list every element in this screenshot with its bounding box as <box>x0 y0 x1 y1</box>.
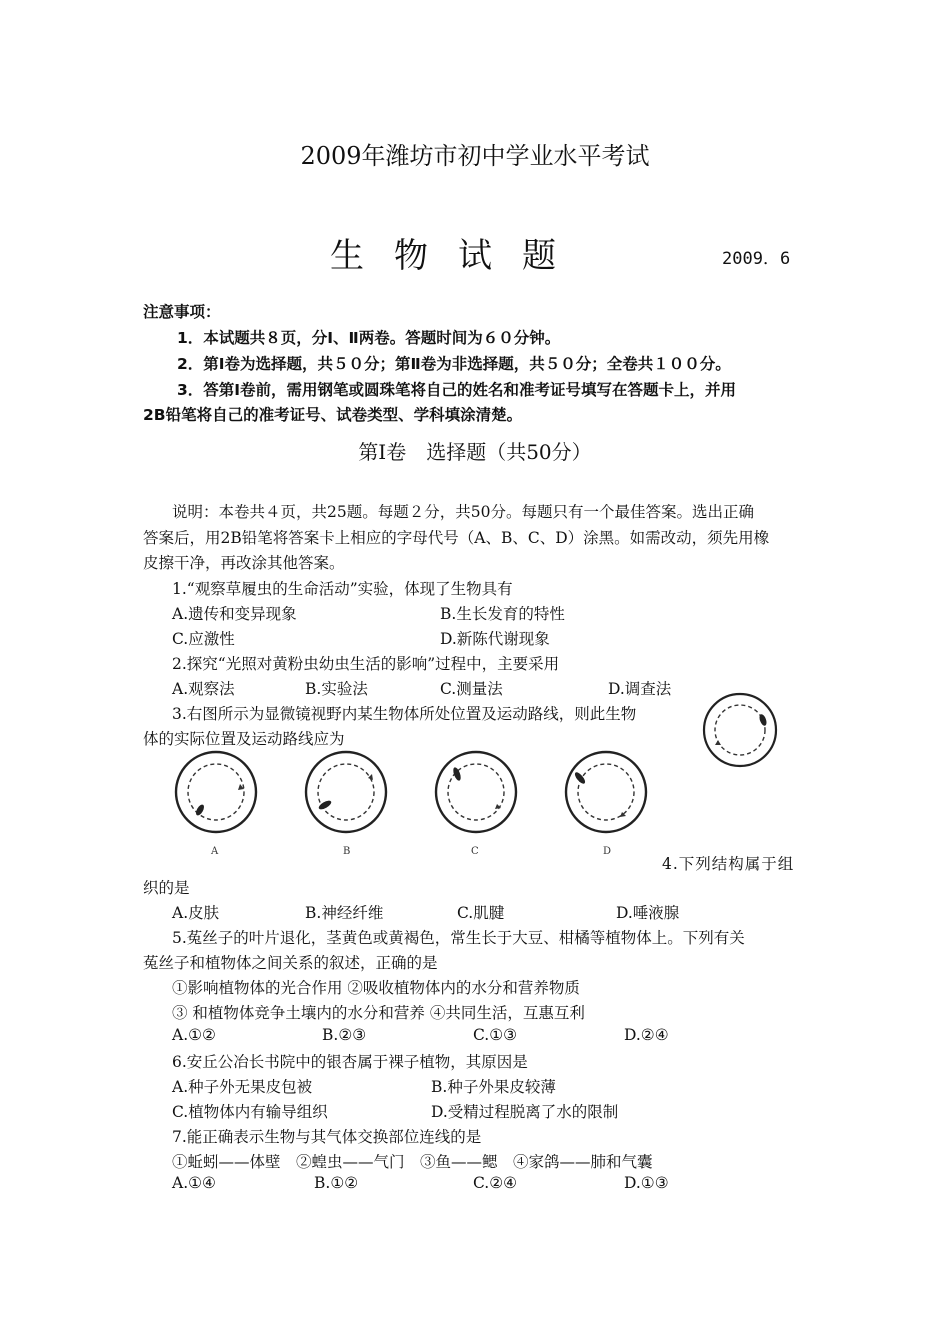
q2-option-a: A.观察法 <box>172 680 235 698</box>
exam-date: 2009．6 <box>722 249 791 269</box>
q1-option-c: C.应激性 <box>172 630 235 648</box>
q4-option-d: D.唾液腺 <box>616 904 680 922</box>
exam-title: 2009年潍坊市初中学业水平考试 <box>300 142 650 170</box>
q5-stem-line-2: 菟丝子和植物体之间关系的叙述，正确的是 <box>143 954 438 972</box>
note-item-3: 3．答第Ⅰ卷前，需用钢笔或圆珠笔将自己的姓名和准考证号填写在答题卡上，并用 <box>177 381 737 399</box>
q7-option-c: C.②④ <box>473 1174 518 1192</box>
q3-label-a: A <box>211 846 219 857</box>
q1-stem: 1.“观察草履虫的生命活动”实验，体现了生物具有 <box>172 580 513 598</box>
note-item-3-cont: 2B铅笔将自己的准考证号、试卷类型、学科填涂清楚。 <box>143 406 523 424</box>
instructions-line-2: 答案后，用2B铅笔将答案卡上相应的字母代号（A、B、C、D）涂黑。如需改动，须先用橡 <box>143 529 770 547</box>
q6-option-d: D.受精过程脱离了水的限制 <box>431 1103 619 1121</box>
q4-option-b: B.神经纤维 <box>305 904 384 922</box>
q3-diagram-d <box>566 752 646 832</box>
q3-diagram-b <box>306 752 386 832</box>
q3-label-c: C <box>471 846 479 857</box>
q2-stem: 2.探究“光照对黄粉虫幼虫生活的影响”过程中，主要采用 <box>172 655 560 673</box>
q7-statements: ①蚯蚓——体壁 ②蝗虫——气门 ③鱼——鳃 ④家鸽——肺和气囊 <box>172 1153 653 1171</box>
q4-option-c: C.肌腱 <box>457 904 505 922</box>
q3-stem-line-2: 体的实际位置及运动路线应为 <box>143 730 345 748</box>
q5-option-d: D.②④ <box>624 1026 669 1044</box>
note-item-2: 2．第Ⅰ卷为选择题，共５０分；第Ⅱ卷为非选择题，共５０分；全卷共１００分。 <box>177 355 731 373</box>
q7-option-a: A.①④ <box>172 1174 216 1192</box>
q4-option-a: A.皮肤 <box>172 904 220 922</box>
q2-option-d: D.调查法 <box>608 680 672 698</box>
note-item-1: 1．本试题共８页，分Ⅰ、Ⅱ两卷。答题时间为６０分钟。 <box>177 329 561 347</box>
q2-option-c: C.测量法 <box>440 680 503 698</box>
q7-option-b: B.①② <box>314 1174 359 1192</box>
subject-title: 生物试题 <box>330 236 586 276</box>
q3-option-diagrams <box>170 748 650 863</box>
q5-statements-line-2: ③ 和植物体竞争土壤内的水分和营养 ④共同生活，互惠互利 <box>172 1004 585 1022</box>
q3-reference-diagram <box>700 690 780 770</box>
q1-option-b: B.生长发育的特性 <box>440 605 565 623</box>
q3-diagram-a <box>176 752 256 832</box>
q6-option-c: C.植物体内有输导组织 <box>172 1103 328 1121</box>
q7-stem: 7.能正确表示生物与其气体交换部位连线的是 <box>172 1128 482 1146</box>
q2-option-b: B.实验法 <box>305 680 368 698</box>
q6-option-a: A.种子外无果皮包被 <box>172 1078 313 1096</box>
instructions-line-3: 皮擦干净，再改涂其他答案。 <box>143 554 345 572</box>
q5-statements-line-1: ①影响植物体的光合作用 ②吸收植物体内的水分和营养物质 <box>172 979 580 997</box>
q3-diagram-c <box>436 752 516 832</box>
q3-stem-line-1: 3.右图所示为显微镜视野内某生物体所处位置及运动路线，则此生物 <box>172 705 637 723</box>
q1-option-d: D.新陈代谢现象 <box>440 630 550 648</box>
q5-stem-line-1: 5.菟丝子的叶片退化，茎黄色或黄褐色，常生长于大豆、柑橘等植物体上。下列有关 <box>172 929 745 947</box>
q3-label-d: D <box>603 846 612 857</box>
notes-heading: 注意事项： <box>143 303 221 321</box>
q5-option-b: B.②③ <box>322 1026 367 1044</box>
q6-stem: 6.安丘公冶长书院中的银杏属于裸子植物，其原因是 <box>172 1053 528 1071</box>
q4-stem-line-1: 4.下列结构属于组 <box>662 855 795 873</box>
q5-option-a: A.①② <box>172 1026 216 1044</box>
q7-option-d: D.①③ <box>624 1174 669 1192</box>
q3-label-b: B <box>343 846 351 857</box>
q5-option-c: C.①③ <box>473 1026 518 1044</box>
q1-option-a: A.遗传和变异现象 <box>172 605 297 623</box>
instructions-line-1: 说明：本卷共４页，共25题。每题２分，共50分。每题只有一个最佳答案。选出正确 <box>172 503 754 521</box>
section-title: 第Ⅰ卷 选择题（共50分） <box>358 440 592 464</box>
q6-option-b: B.种子外果皮较薄 <box>431 1078 556 1096</box>
q4-stem-line-2: 织的是 <box>143 879 190 897</box>
